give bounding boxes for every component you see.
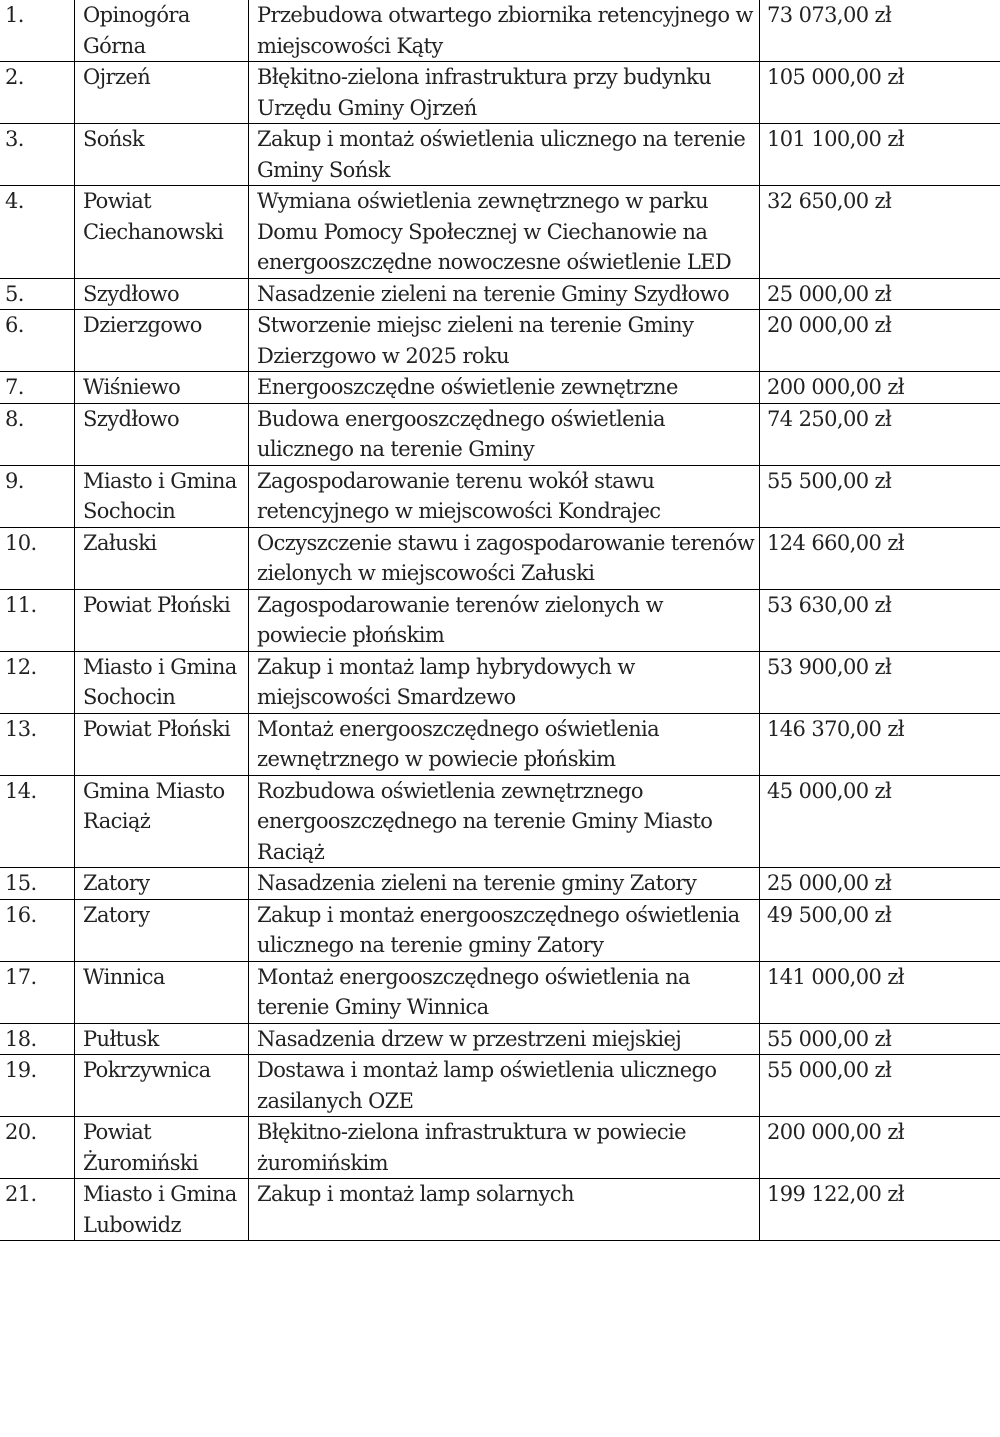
row-number: 6. xyxy=(5,313,24,337)
row-number-cell xyxy=(0,403,75,465)
row-number: 14. xyxy=(5,778,37,803)
grant-amount-cell xyxy=(760,1023,1000,1055)
grant-amount: 73 073,00 zł xyxy=(767,3,892,27)
grant-amount: 199 122,00 zł xyxy=(767,1182,904,1206)
grant-amount-cell xyxy=(760,899,1000,961)
table-row xyxy=(0,1117,1000,1179)
row-number: 4. xyxy=(5,189,24,213)
project-description: Zakup i montaż lamp solarnych xyxy=(257,1182,574,1206)
row-number: 1. xyxy=(5,3,24,27)
table-row xyxy=(0,899,1000,961)
grant-amount-cell xyxy=(760,278,1000,310)
municipality-name-cell xyxy=(75,278,249,310)
project-description: Montaż energooszczędnego oświetlenia na terenie Gminy Winnica xyxy=(257,964,690,1019)
project-description-cell xyxy=(249,713,760,775)
table-row xyxy=(0,961,1000,1023)
project-description: Nasadzenia drzew w przestrzeni miejskiej xyxy=(257,1026,682,1051)
row-number: 18. xyxy=(5,1026,37,1051)
project-description-cell xyxy=(249,278,760,310)
municipality-name: Wiśniewo xyxy=(83,375,181,399)
row-number-cell xyxy=(0,868,75,900)
row-number-cell xyxy=(0,1179,75,1241)
row-number: 12. xyxy=(5,654,37,679)
grant-amount-cell xyxy=(760,651,1000,713)
project-description: Błękitno-zielona infrastruktura przy budynku Urzędu Gminy Ojrzeń xyxy=(257,65,712,120)
row-number: 15. xyxy=(5,871,37,895)
project-description-cell xyxy=(249,1179,760,1241)
project-description: Zakup i montaż lamp hybrydowych w miejscowości Smardzewo xyxy=(257,654,635,709)
project-description: Dostawa i montaż lamp oświetlenia ulicznego zasilanych OZE xyxy=(257,1058,717,1113)
municipality-name-cell xyxy=(75,1179,249,1241)
grant-amount: 200 000,00 zł xyxy=(767,375,904,399)
table-row xyxy=(0,1055,1000,1117)
grant-amount: 200 000,00 zł xyxy=(767,1120,904,1144)
project-description-cell xyxy=(249,1117,760,1179)
grant-amount: 55 500,00 zł xyxy=(767,468,892,493)
row-number-cell xyxy=(0,310,75,372)
project-description: Wymiana oświetlenia zewnętrznego w parku Domu Pomocy Społecznej w Ciechanowie na energooszczędne nowoczesne oświetlenie LED xyxy=(257,189,732,274)
municipality-name-cell xyxy=(75,0,249,62)
municipality-name: Dzierzgowo xyxy=(83,313,202,337)
row-number: 8. xyxy=(5,406,24,431)
row-number: 3. xyxy=(5,127,24,151)
project-description-cell xyxy=(249,527,760,589)
table-row xyxy=(0,0,1000,62)
project-description: Zakup i montaż oświetlenia ulicznego na terenie Gminy Sońsk xyxy=(257,127,746,182)
project-description-cell xyxy=(249,775,760,868)
grant-amount: 20 000,00 zł xyxy=(767,313,892,337)
row-number-cell xyxy=(0,775,75,868)
grant-amount: 55 000,00 zł xyxy=(767,1026,892,1051)
project-description-cell xyxy=(249,372,760,404)
project-description-cell xyxy=(249,310,760,372)
row-number: 2. xyxy=(5,65,24,89)
row-number: 19. xyxy=(5,1058,37,1082)
municipality-name-cell xyxy=(75,403,249,465)
municipality-name: Szydłowo xyxy=(83,281,180,306)
municipality-name-cell xyxy=(75,372,249,404)
table-row xyxy=(0,1023,1000,1055)
grant-amount: 45 000,00 zł xyxy=(767,778,892,803)
table-row xyxy=(0,527,1000,589)
grant-amount-cell xyxy=(760,62,1000,124)
row-number-cell xyxy=(0,1023,75,1055)
row-number: 20. xyxy=(5,1120,37,1144)
project-description: Rozbudowa oświetlenia zewnętrznego energooszczędnego na terenie Gminy Miasto Raciąż xyxy=(257,778,713,864)
table-row xyxy=(0,1179,1000,1241)
grant-amount: 25 000,00 zł xyxy=(767,871,892,895)
project-description-cell xyxy=(249,589,760,651)
row-number-cell xyxy=(0,899,75,961)
municipality-name-cell xyxy=(75,651,249,713)
municipality-name-cell xyxy=(75,186,249,279)
grant-amount-cell xyxy=(760,124,1000,186)
project-description: Przebudowa otwartego zbiornika retencyjnego w miejscowości Kąty xyxy=(257,3,753,58)
table-row xyxy=(0,713,1000,775)
grant-amount: 146 370,00 zł xyxy=(767,716,904,741)
row-number-cell xyxy=(0,651,75,713)
municipality-name-cell xyxy=(75,899,249,961)
table-row xyxy=(0,651,1000,713)
row-number-cell xyxy=(0,62,75,124)
municipality-name: Zatory xyxy=(83,902,150,927)
row-number-cell xyxy=(0,961,75,1023)
grant-amount: 105 000,00 zł xyxy=(767,65,904,89)
municipality-name: Ojrzeń xyxy=(83,65,151,89)
table-row xyxy=(0,310,1000,372)
municipality-name: Gmina Miasto Raciąż xyxy=(83,778,225,833)
project-description: Stworzenie miejsc zieleni na terenie Gminy Dzierzgowo w 2025 roku xyxy=(257,313,694,368)
grant-amount-cell xyxy=(760,310,1000,372)
table-row xyxy=(0,372,1000,404)
municipality-name: Powiat Płoński xyxy=(83,592,231,617)
grant-amount: 53 900,00 zł xyxy=(767,654,892,679)
municipality-name: Opinogóra Górna xyxy=(83,3,190,58)
row-number-cell xyxy=(0,278,75,310)
municipality-name-cell xyxy=(75,1055,249,1117)
municipality-name-cell xyxy=(75,1023,249,1055)
project-description-cell xyxy=(249,899,760,961)
row-number: 7. xyxy=(5,375,24,399)
row-number: 17. xyxy=(5,964,37,989)
table-row xyxy=(0,124,1000,186)
project-description: Błękitno-zielona infrastruktura w powiecie żuromińskim xyxy=(257,1120,686,1175)
grant-amount: 101 100,00 zł xyxy=(767,127,904,151)
row-number: 11. xyxy=(5,592,37,617)
project-description-cell xyxy=(249,62,760,124)
project-description-cell xyxy=(249,0,760,62)
municipality-name-cell xyxy=(75,868,249,900)
grant-amount: 124 660,00 zł xyxy=(767,530,904,555)
project-description-cell xyxy=(249,465,760,527)
project-description-cell xyxy=(249,403,760,465)
grant-amount-cell xyxy=(760,0,1000,62)
table-row xyxy=(0,589,1000,651)
municipality-name-cell xyxy=(75,589,249,651)
row-number-cell xyxy=(0,0,75,62)
project-description: Zakup i montaż energooszczędnego oświetlenia ulicznego na terenie gminy Zatory xyxy=(257,902,740,957)
grant-amount-cell xyxy=(760,1117,1000,1179)
municipality-name: Sońsk xyxy=(83,127,145,151)
row-number-cell xyxy=(0,589,75,651)
project-description-cell xyxy=(249,1023,760,1055)
table-row xyxy=(0,868,1000,900)
grant-amount-cell xyxy=(760,868,1000,900)
project-description: Zagospodarowanie terenu wokół stawu retencyjnego w miejscowości Kondrajec xyxy=(257,468,661,523)
grant-amount: 32 650,00 zł xyxy=(767,189,892,213)
municipality-name: Załuski xyxy=(83,530,157,555)
municipality-name-cell xyxy=(75,713,249,775)
project-description: Budowa energooszczędnego oświetlenia ulicznego na terenie Gminy xyxy=(257,406,665,461)
row-number-cell xyxy=(0,372,75,404)
municipality-name-cell xyxy=(75,961,249,1023)
table-row xyxy=(0,403,1000,465)
project-description-cell xyxy=(249,651,760,713)
project-description: Nasadzenia zieleni na terenie gminy Zatory xyxy=(257,871,697,895)
municipality-name: Winnica xyxy=(83,964,165,989)
row-number: 21. xyxy=(5,1182,37,1206)
table-row xyxy=(0,775,1000,868)
grant-amount: 53 630,00 zł xyxy=(767,592,892,617)
municipality-name: Szydłowo xyxy=(83,406,180,431)
row-number-cell xyxy=(0,713,75,775)
grant-amount-cell xyxy=(760,961,1000,1023)
municipality-name: Miasto i Gmina Lubowidz xyxy=(83,1182,237,1237)
table-row xyxy=(0,465,1000,527)
row-number-cell xyxy=(0,186,75,279)
row-number: 9. xyxy=(5,468,24,493)
grant-amount-cell xyxy=(760,372,1000,404)
project-description: Energooszczędne oświetlenie zewnętrzne xyxy=(257,375,678,399)
grant-amount-cell xyxy=(760,186,1000,279)
row-number: 5. xyxy=(5,281,24,306)
row-number-cell xyxy=(0,124,75,186)
grant-amount-cell xyxy=(760,775,1000,868)
table-row xyxy=(0,62,1000,124)
grant-amount-cell xyxy=(760,403,1000,465)
row-number: 10. xyxy=(5,530,37,555)
municipality-name: Powiat Żuromiński xyxy=(83,1120,199,1175)
project-description: Zagospodarowanie terenów zielonych w powiecie płońskim xyxy=(257,592,663,647)
project-description-cell xyxy=(249,868,760,900)
municipality-name: Pułtusk xyxy=(83,1026,159,1051)
municipality-name-cell xyxy=(75,62,249,124)
project-description-cell xyxy=(249,186,760,279)
municipality-name: Powiat Ciechanowski xyxy=(83,189,224,244)
row-number: 16. xyxy=(5,902,37,927)
table-row xyxy=(0,278,1000,310)
grant-amount-cell xyxy=(760,589,1000,651)
project-description-cell xyxy=(249,1055,760,1117)
municipality-name-cell xyxy=(75,775,249,868)
grant-amount: 141 000,00 zł xyxy=(767,964,904,989)
grant-amount-cell xyxy=(760,713,1000,775)
municipality-name: Pokrzywnica xyxy=(83,1058,211,1082)
municipality-name-cell xyxy=(75,310,249,372)
row-number: 13. xyxy=(5,716,37,741)
municipality-name: Zatory xyxy=(83,871,150,895)
municipality-name-cell xyxy=(75,124,249,186)
row-number-cell xyxy=(0,1055,75,1117)
grant-amount: 55 000,00 zł xyxy=(767,1058,892,1082)
row-number-cell xyxy=(0,465,75,527)
grant-amount-cell xyxy=(760,465,1000,527)
grant-amount-cell xyxy=(760,1055,1000,1117)
grant-amount: 49 500,00 zł xyxy=(767,902,892,927)
grant-amount: 74 250,00 zł xyxy=(767,406,892,431)
grant-amount-cell xyxy=(760,527,1000,589)
project-description: Oczyszczenie stawu i zagospodarowanie terenów zielonych w miejscowości Załuski xyxy=(257,530,755,585)
project-description-cell xyxy=(249,961,760,1023)
municipality-name-cell xyxy=(75,527,249,589)
project-description-cell xyxy=(249,124,760,186)
municipality-name: Miasto i Gmina Sochocin xyxy=(83,468,237,523)
project-description: Montaż energooszczędnego oświetlenia zewnętrznego w powiecie płońskim xyxy=(257,716,660,771)
grant-amount-cell xyxy=(760,1179,1000,1241)
table-row xyxy=(0,186,1000,279)
grant-amount: 25 000,00 zł xyxy=(767,281,892,306)
row-number-cell xyxy=(0,527,75,589)
municipality-name-cell xyxy=(75,465,249,527)
row-number-cell xyxy=(0,1117,75,1179)
municipality-name-cell xyxy=(75,1117,249,1179)
municipality-name: Powiat Płoński xyxy=(83,716,231,741)
municipality-name: Miasto i Gmina Sochocin xyxy=(83,654,237,709)
project-description: Nasadzenie zieleni na terenie Gminy Szydłowo xyxy=(257,281,730,306)
